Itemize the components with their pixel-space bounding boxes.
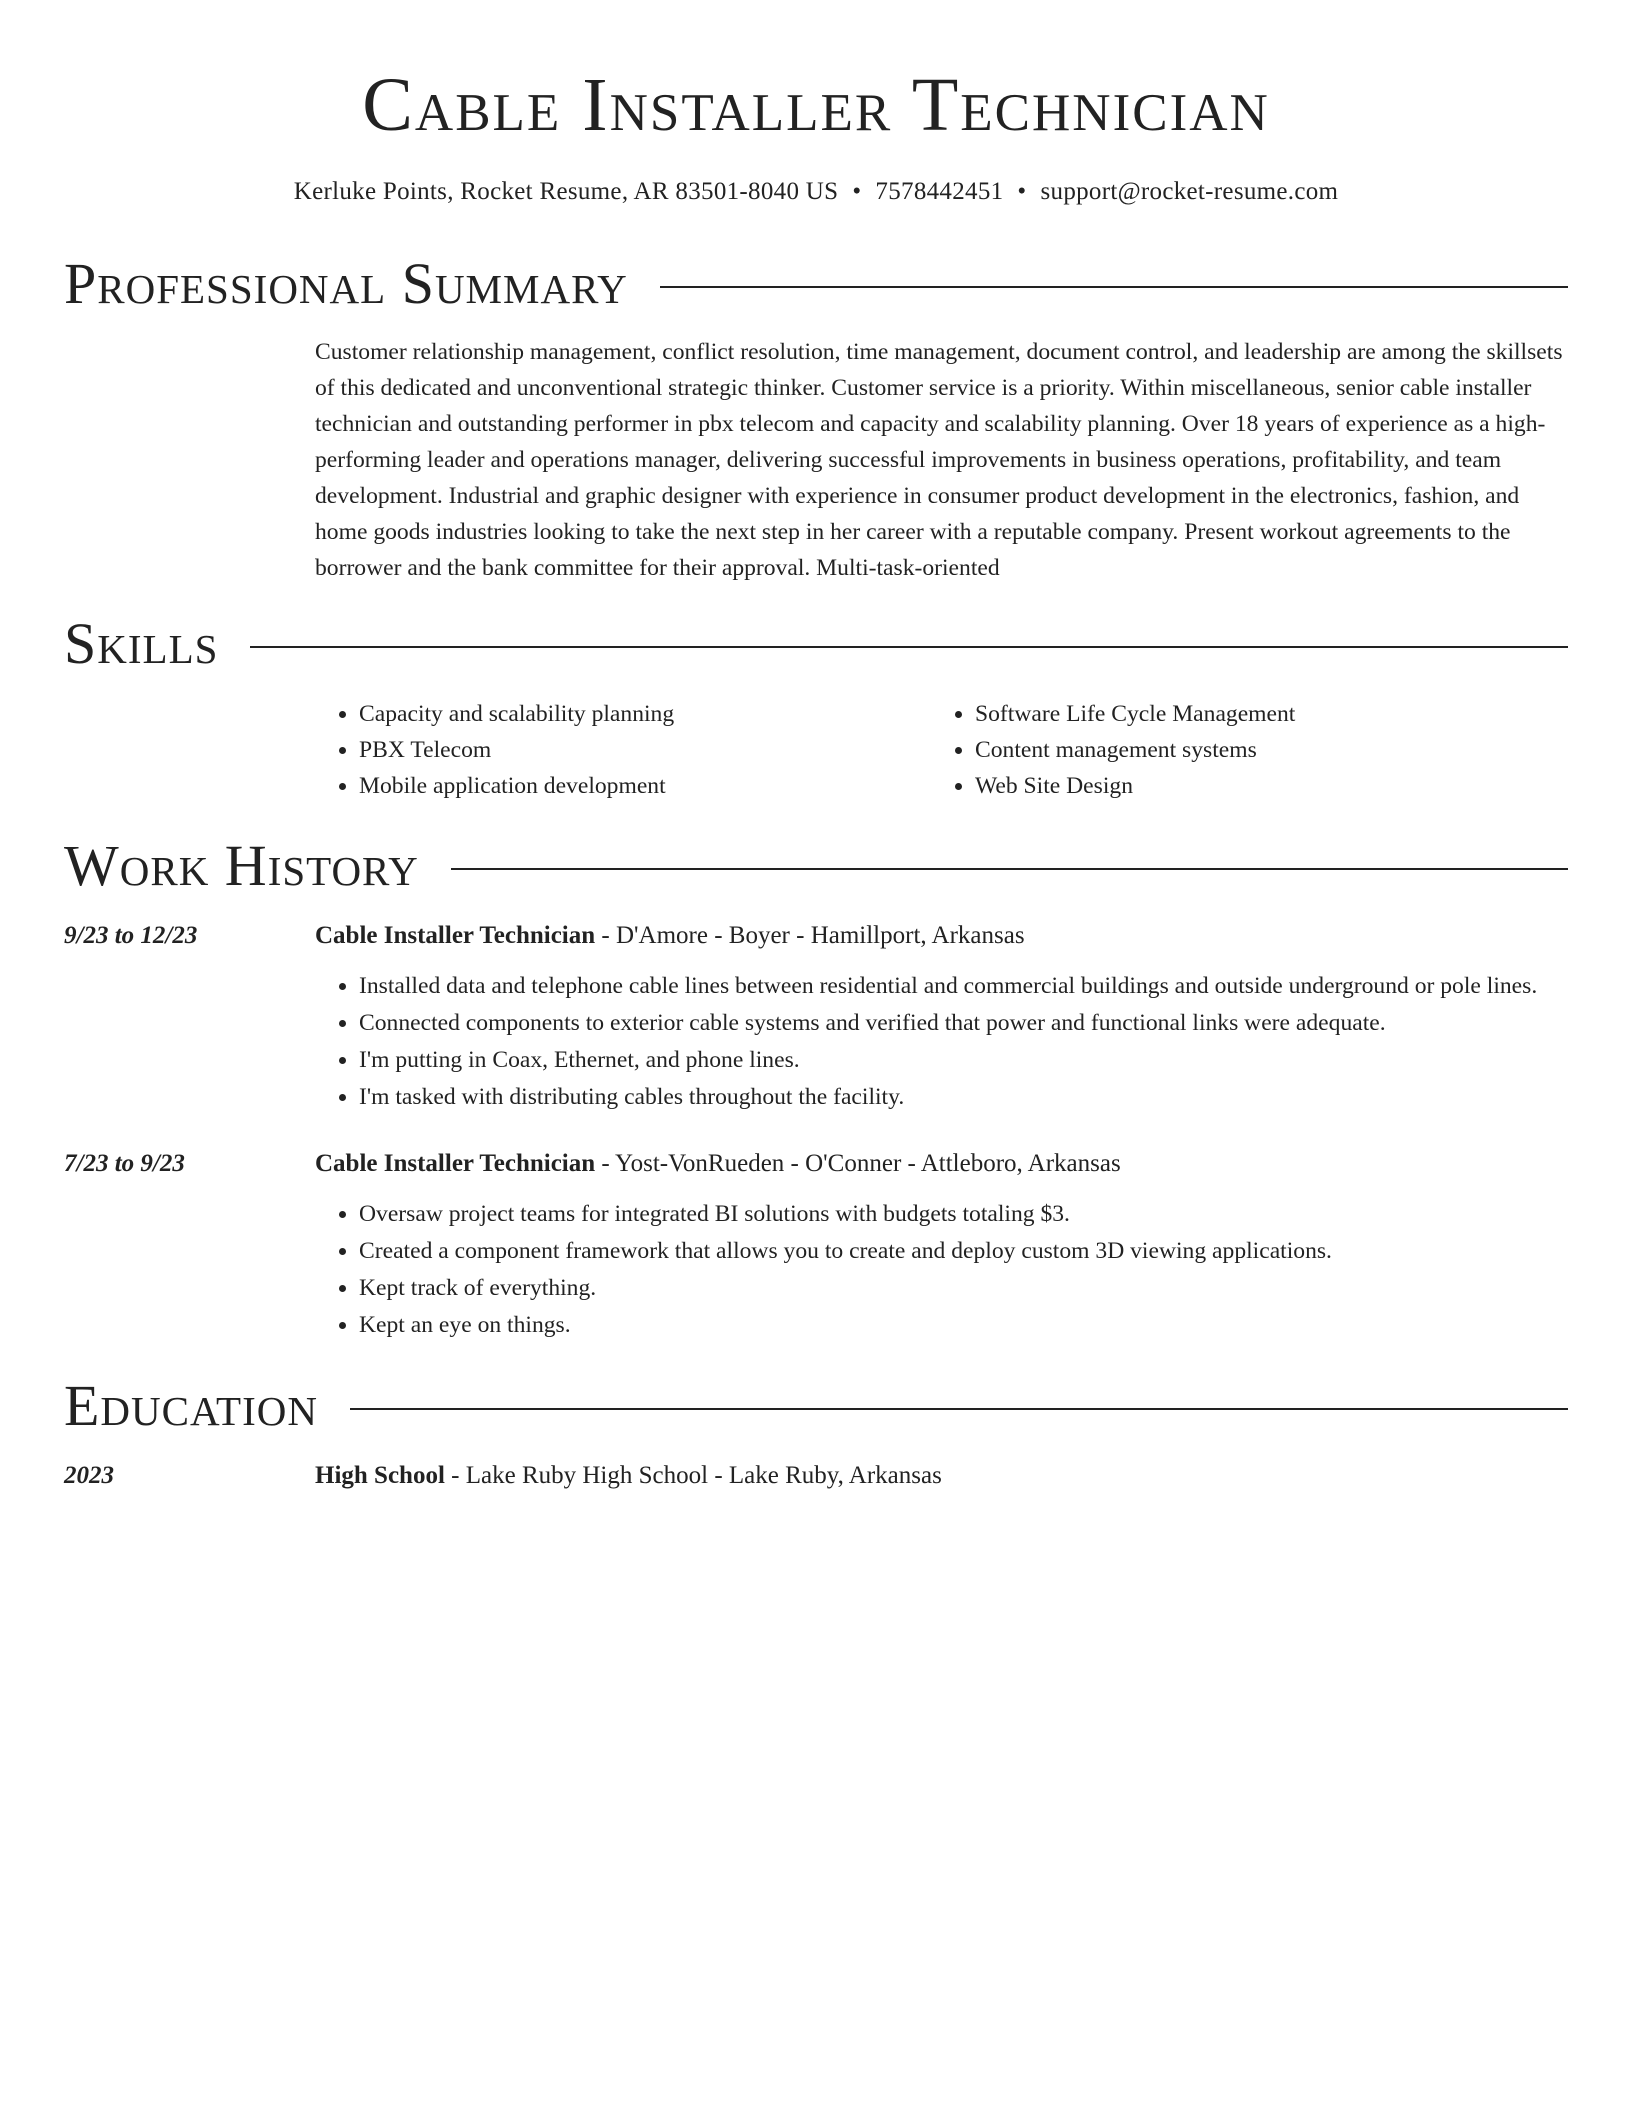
section-divider bbox=[451, 868, 1568, 870]
work-heading bbox=[315, 1146, 1568, 1182]
work-dates: 7/23 to 9/23 bbox=[64, 1150, 185, 1177]
work-entry bbox=[64, 1146, 1568, 1344]
skill-item: • Capacity and scalability planning bbox=[359, 696, 931, 732]
work-bullet: • Installed data and telephone cable lines between residential and commercial buildings and outside underground or pole lines. bbox=[359, 968, 1568, 1004]
work-role: Cable Installer Technician bbox=[315, 922, 596, 949]
work-bullet: • Kept an eye on things. bbox=[359, 1307, 1568, 1343]
contact-separator: • bbox=[1017, 178, 1027, 205]
section-divider bbox=[350, 1408, 1568, 1410]
work-bullet: • I'm putting in Coax, Ethernet, and phone lines. bbox=[359, 1042, 1568, 1078]
education-degree: High School bbox=[315, 1462, 445, 1489]
work-heading bbox=[315, 918, 1568, 954]
resume-page bbox=[64, 0, 1568, 1494]
resume-name: Cable Installer Technician bbox=[362, 63, 1270, 147]
skill-item: • PBX Telecom bbox=[359, 732, 931, 768]
education-section-title: Education bbox=[64, 1373, 318, 1438]
work-section-title: Work History bbox=[64, 833, 419, 898]
work-details: - Yost-VonRueden - O'Conner - Attleboro, Arkansas bbox=[595, 1150, 1121, 1177]
contact-email: support@rocket-resume.com bbox=[1040, 178, 1339, 205]
summary-section-title: Professional Summary bbox=[64, 251, 628, 316]
skills-list bbox=[315, 696, 1568, 804]
work-bullet: • Kept track of everything. bbox=[359, 1270, 1568, 1306]
skills-section-header bbox=[64, 612, 1568, 676]
education-dates: 2023 bbox=[64, 1462, 114, 1489]
contact-line bbox=[64, 176, 1568, 208]
work-entry bbox=[64, 918, 1568, 1116]
education-details: - Lake Ruby High School - Lake Ruby, Arkansas bbox=[444, 1462, 942, 1489]
skills-column-left bbox=[315, 696, 931, 804]
work-dates: 9/23 to 12/23 bbox=[64, 922, 198, 949]
work-bullet: • Oversaw project teams for integrated BI solutions with budgets totaling $3. bbox=[359, 1196, 1568, 1232]
education-entry bbox=[64, 1458, 1568, 1494]
work-role: Cable Installer Technician bbox=[315, 1150, 596, 1177]
education-heading bbox=[315, 1458, 1568, 1494]
work-bullet: • Connected components to exterior cable systems and verified that power and functional links were adequate. bbox=[359, 1005, 1568, 1041]
summary-text: Customer relationship management, conflict resolution, time management, document control, and leadership are among the skillsets of this dedicated and unconventional strategic thinker. Customer service is a priority. Within miscellaneous, senior cable installer technician and outstanding performer in pbx telecom and capacity and scalability planning. Over 18 years of experience as a high-performing leader and operations manager, delivering successful improvements in business operations, profitability, and team development. Industrial and graphic designer with experience in consumer product development in the electronics, fashion, and home goods industries looking to take the next step in her career with a reputable company. Present workout agreements to the borrower and the bank committee for their approval. Multi-task-oriented bbox=[315, 339, 1563, 581]
contact-separator: • bbox=[852, 178, 862, 205]
education-section-header bbox=[64, 1374, 1568, 1438]
section-divider bbox=[250, 646, 1568, 648]
skills-column-right bbox=[931, 696, 1547, 804]
section-divider bbox=[660, 286, 1568, 288]
contact-phone: 7578442451 bbox=[875, 178, 1004, 205]
work-details: - D'Amore - Boyer - Hamillport, Arkansas bbox=[595, 922, 1025, 949]
summary-section-header bbox=[64, 252, 1568, 316]
work-bullet: • Created a component framework that allows you to create and deploy custom 3D viewing applications. bbox=[359, 1233, 1568, 1269]
skills-section-title: Skills bbox=[64, 611, 219, 676]
work-bullet: • I'm tasked with distributing cables throughout the facility. bbox=[359, 1079, 1568, 1115]
work-bullets bbox=[315, 1196, 1568, 1343]
skill-item: • Content management systems bbox=[975, 732, 1547, 768]
skill-item: • Mobile application development bbox=[359, 768, 931, 804]
work-section-header bbox=[64, 834, 1568, 898]
contact-address: Kerluke Points, Rocket Resume, AR 83501-8040 US bbox=[293, 178, 839, 205]
skill-item: • Software Life Cycle Management bbox=[975, 696, 1547, 732]
skill-item: • Web Site Design bbox=[975, 768, 1547, 804]
work-bullets bbox=[315, 968, 1568, 1115]
